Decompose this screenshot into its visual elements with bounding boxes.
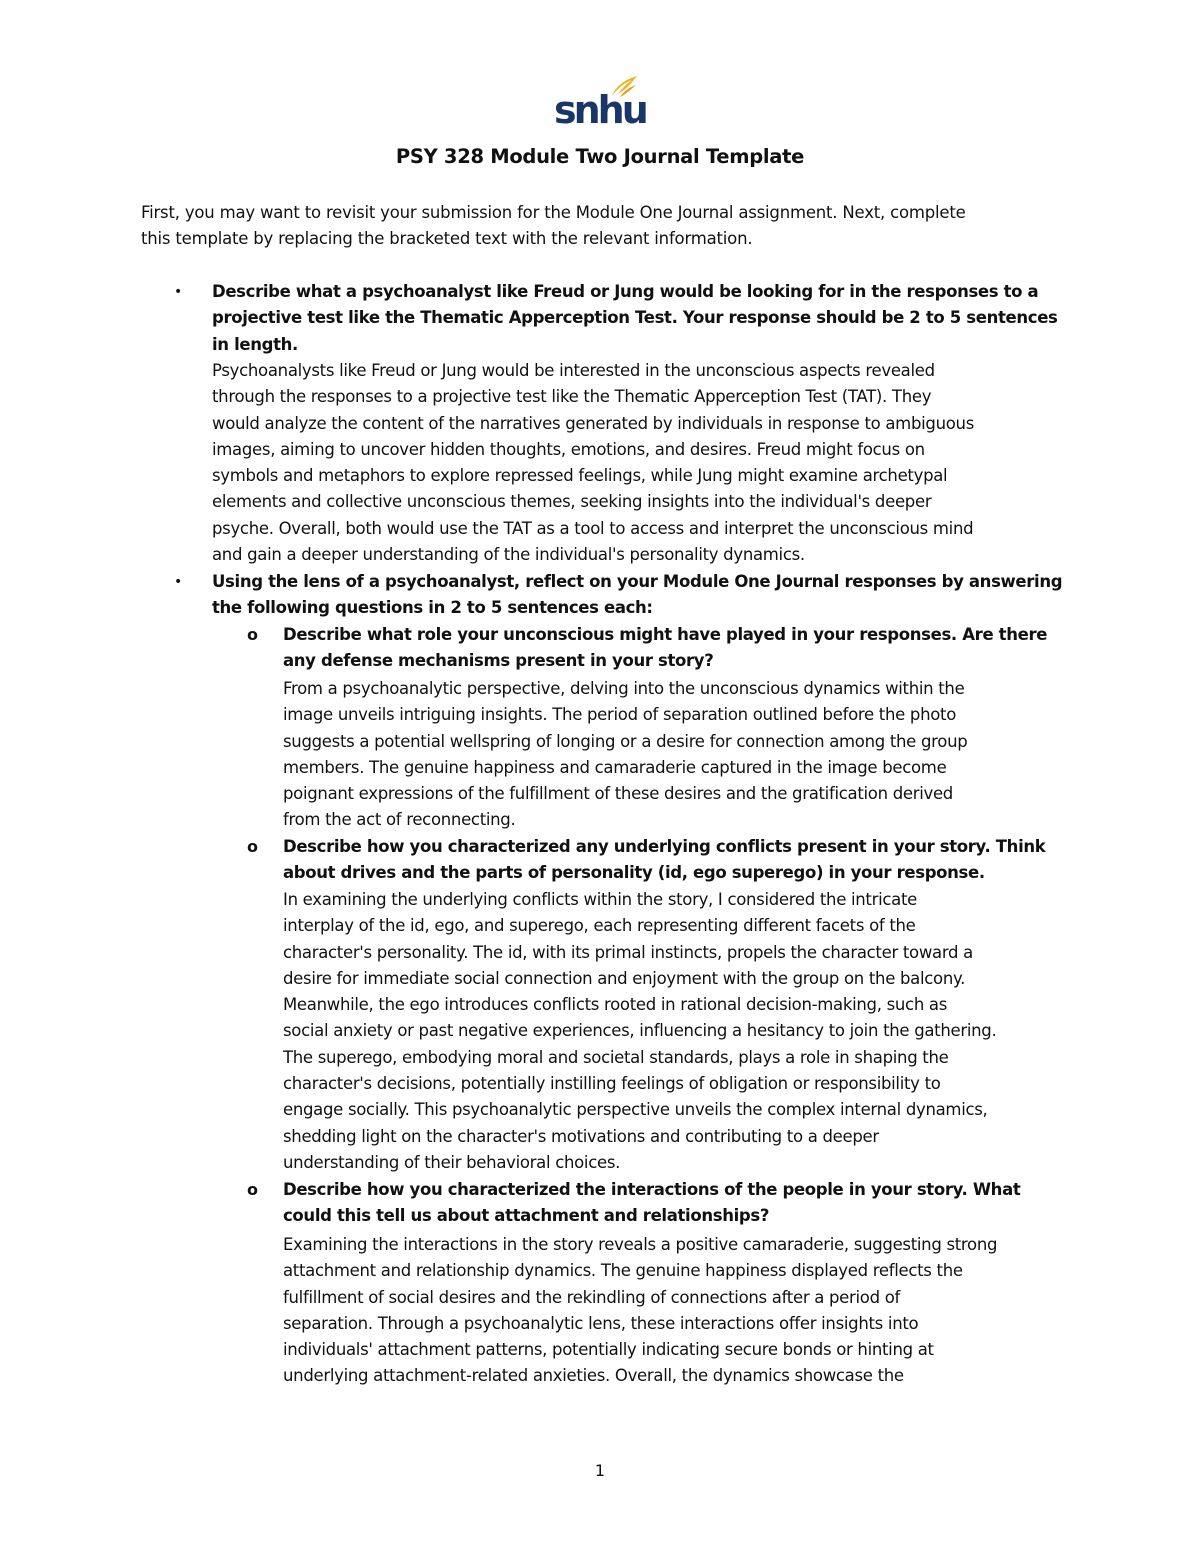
- intro-line: First, you may want to revisit your submission for the Module One Journal assignment. Next, complete: [141, 203, 966, 222]
- bullet-icon: •: [174, 574, 183, 590]
- sub-question-c: Describe how you characterized the interactions of the people in your story. What could this tell us about attachment and relationships?: [283, 1180, 1021, 1226]
- page-number: 1: [594, 1461, 606, 1480]
- answer-1: Psychoanalysts like Freud or Jung would be interested in the unconscious aspects revealed through the responses to a projective test like the Thematic Apperception Test (TAT). They would analyze the content of the narratives generated by individuals in response to ambiguous images, aiming to uncover hidden thoughts, emotions, and desires. Freud might focus on symbols and metaphors to explore repressed feelings, while Jung might examine archetypal elements and collective unconscious themes, seeking insights into the individual's deeper psyche. Overall, both would use the TAT as a tool to access and interpret the unconscious mind and gain a deeper understanding of the individual's personality dynamics.: [212, 361, 974, 565]
- sub-bullet-icon: o: [247, 837, 258, 856]
- sub-answer-a: From a psychoanalytic perspective, delving into the unconscious dynamics within the image unveils intriguing insights. The period of separation outlined before the photo suggests a potential wellspring of longing or a desire for connection among the group members. The genuine happiness and camaraderie captured in the image become poignant expressions of the fulfillment of these desires and the gratification derived from the act of reconnecting.: [283, 679, 968, 830]
- logo-wordmark: snhu: [554, 88, 646, 132]
- sub-bullet-icon: o: [247, 1180, 258, 1199]
- intro-line: this template by replacing the bracketed text with the relevant information.: [141, 229, 753, 249]
- sub-question-a: Describe what role your unconscious might have played in your responses. Are there any defense mechanisms present in your story?: [283, 625, 1048, 671]
- question-1: Describe what a psychoanalyst like Freud or Jung would be looking for in the responses to a projective test like the Thematic Apperception Test. Your response should be 2 to 5 sentences in length.: [212, 282, 1058, 354]
- sub-answer-c: Examining the interactions in the story reveals a positive camaraderie, suggesting strong attachment and relationship dynamics. The genuine happiness displayed reflects the fulfillment of social desires and the rekindling of connections after a period of separation. Through a psychoanalytic lens, these interactions offer insights into individuals' attachment patterns, potentially indicating secure bonds or hinting at underlying attachment-related anxieties. Overall, the dynamics showcase the: [283, 1235, 998, 1386]
- sub-answer-b: In examining the underlying conflicts within the story, I considered the intricate interplay of the id, ego, and superego, each representing different facets of the character's personality. The id, with its primal instincts, propels the character toward a desire for immediate social connection and enjoyment with the group on the balcony. Meanwhile, the ego introduces conflicts rooted in rational decision-making, such as social anxiety or past negative experiences, influencing a hesitancy to join the gathering. The superego, embodying moral and societal standards, plays a role in shaping the character's decisions, potentially instilling feelings of obligation or responsibility to engage socially. This psychoanalytic perspective unveils the complex internal dynamics, shedding light on the character's motivations and contributing to a deeper understanding of their behavioral choices.: [283, 890, 997, 1172]
- bullet-icon: •: [174, 284, 183, 300]
- sub-question-b: Describe how you characterized any underlying conflicts present in your story. Think about drives and the parts of personality (id, ego superego) in your response.: [283, 837, 1046, 883]
- intro-paragraph: [141, 200, 1071, 253]
- question-2: Using the lens of a psychoanalyst, reflect on your Module One Journal responses by answering the following questions in 2 to 5 sentences each:: [212, 572, 1063, 618]
- page-title: PSY 328 Module Two Journal Template: [395, 145, 805, 168]
- sub-bullet-icon: o: [247, 625, 258, 644]
- snhu-logo: [554, 74, 646, 132]
